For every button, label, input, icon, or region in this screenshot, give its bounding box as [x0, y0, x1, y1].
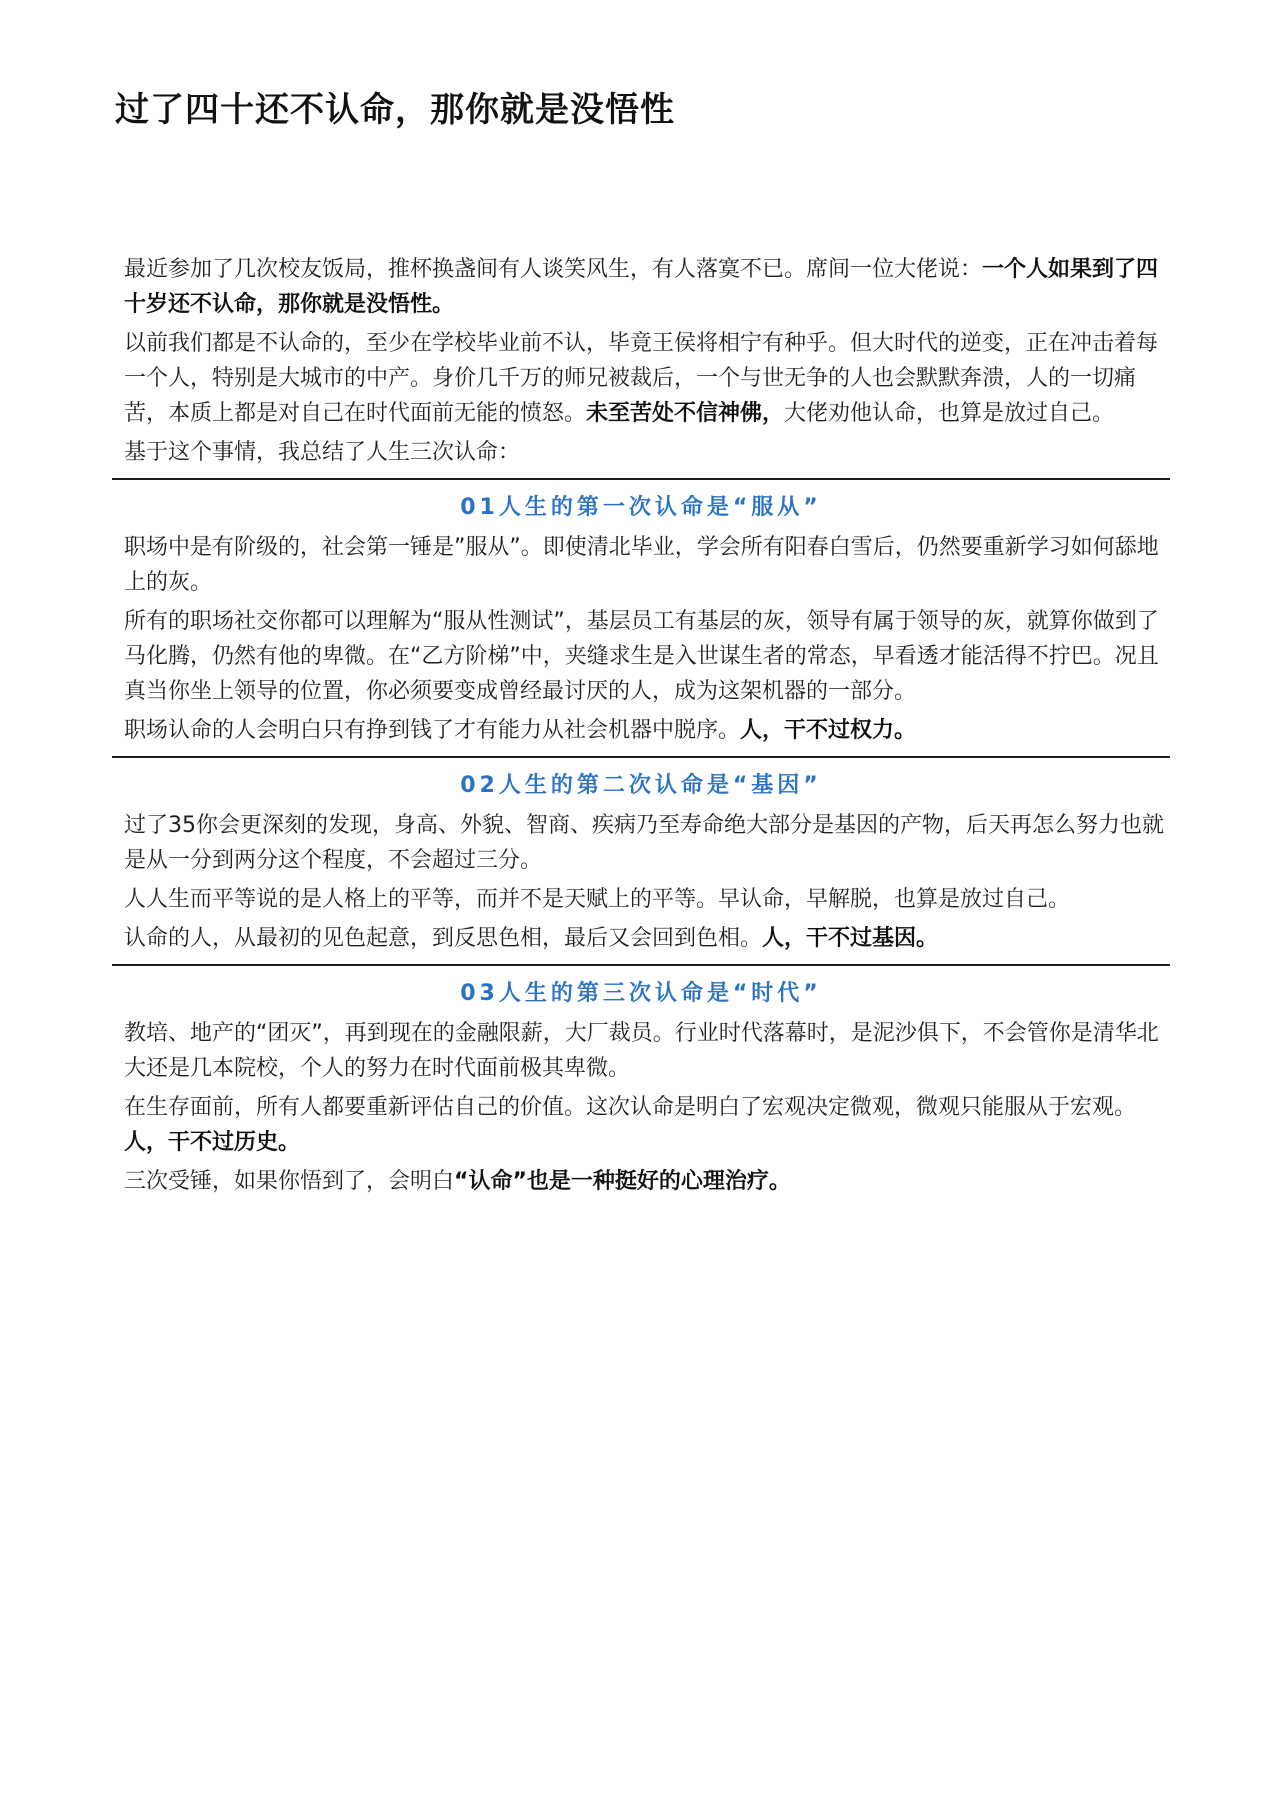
article-body — [112, 252, 1170, 1203]
intro-paragraph-2 — [124, 326, 1170, 431]
section-3-paragraph-3 — [124, 1164, 1170, 1199]
intro-p2-tail: 大佬劝他认命，也算是放过自己。 — [784, 401, 1115, 426]
section-2-p3-text: 认命的人，从最初的见色起意，到反思色相，最后又会回到色相。 — [124, 926, 763, 951]
section-1-paragraph-3 — [124, 713, 1170, 748]
section-2-paragraph-1: 过了35你会更深刻的发现，身高、外貌、智商、疾病乃至寿命绝大部分是基因的产物，后天再怎么努力也就是从一分到两分这个程度，不会超过三分。 — [124, 813, 1164, 873]
section-1-paragraph-1: 职场中是有阶级的，社会第一锤是”服从”。即使清北毕业，学会所有阳春白雪后，仍然要重新学习如何舔地上的灰。 — [124, 535, 1159, 595]
intro-p1-text: 最近参加了几次校友饭局，推杯换盏间有人谈笑风生，有人落寞不已。席间一位大佬说： — [124, 257, 983, 282]
section-heading-3: 03人生的第三次认命是“时代” — [460, 981, 822, 1006]
section-heading-1: 01人生的第一次认命是“服从” — [460, 495, 822, 520]
intro-paragraph-3: 基于这个事情，我总结了人生三次认命： — [124, 440, 521, 465]
section-3-p3-bold: “认命”也是一种挺好的心理治疗。 — [454, 1169, 791, 1194]
section-1-p3-bold: 人，干不过权力。 — [740, 718, 917, 743]
section-divider-2 — [112, 756, 1170, 758]
section-heading-2: 02人生的第二次认命是“基因” — [460, 773, 822, 798]
section-2-p3-bold: 人，干不过基因。 — [762, 926, 939, 951]
section-3-p2-bold: 人，干不过历史。 — [124, 1130, 301, 1155]
intro-p2-bold: 未至苦处不信神佛， — [586, 401, 785, 426]
intro-p2-text: 以前我们都是不认命的，至少在学校毕业前不认，毕竟王侯将相宁有种乎。但大时代的逆变，正在冲击着每一个人，特别是大城市的中产。身价几千万的师兄被裁后，一个与世无争的人也会默默奔溃，人的一切痛苦，本质上都是对自己在时代面前无能的愤怒。 — [124, 331, 1159, 426]
page-title: 过了四十还不认命，那你就是没悟性 — [115, 90, 675, 130]
section-divider-1 — [112, 478, 1170, 480]
section-2-paragraph-2: 人人生而平等说的是人格上的平等，而并不是天赋上的平等。早认命，早解脱，也算是放过自己。 — [124, 887, 1071, 912]
section-3-paragraph-2 — [124, 1090, 1170, 1160]
section-1-paragraph-2: 所有的职场社交你都可以理解为“服从性测试”，基层员工有基层的灰，领导有属于领导的灰，就算你做到了马化腾，仍然有他的卑微。在“乙方阶梯”中，夹缝求生是入世谋生者的常态，早看透才能活得不拧巴。况且真当你坐上领导的位置，你必须要变成曾经最讨厌的人，成为这架机器的一部分。 — [124, 609, 1159, 704]
section-1-p3-text: 职场认命的人会明白只有挣到钱了才有能力从社会机器中脱序。 — [124, 718, 741, 743]
section-3-p3-text: 三次受锤，如果你悟到了，会明白 — [124, 1169, 455, 1194]
section-2-paragraph-3 — [124, 921, 1170, 956]
section-3-p2-text: 在生存面前，所有人都要重新评估自己的价值。这次认命是明白了宏观决定微观，微观只能服从于宏观。 — [124, 1095, 1137, 1120]
section-divider-3 — [112, 964, 1170, 966]
intro-paragraph-1 — [124, 252, 1170, 322]
intro-p1-bold: 一个人如果到了四十岁还不认命，那你就是没悟性。 — [124, 257, 1159, 317]
section-3-paragraph-1: 教培、地产的“团灭”，再到现在的金融限薪，大厂裁员。行业时代落幕时，是泥沙俱下，不会管你是清华北大还是几本院校，个人的努力在时代面前极其卑微。 — [124, 1021, 1159, 1081]
